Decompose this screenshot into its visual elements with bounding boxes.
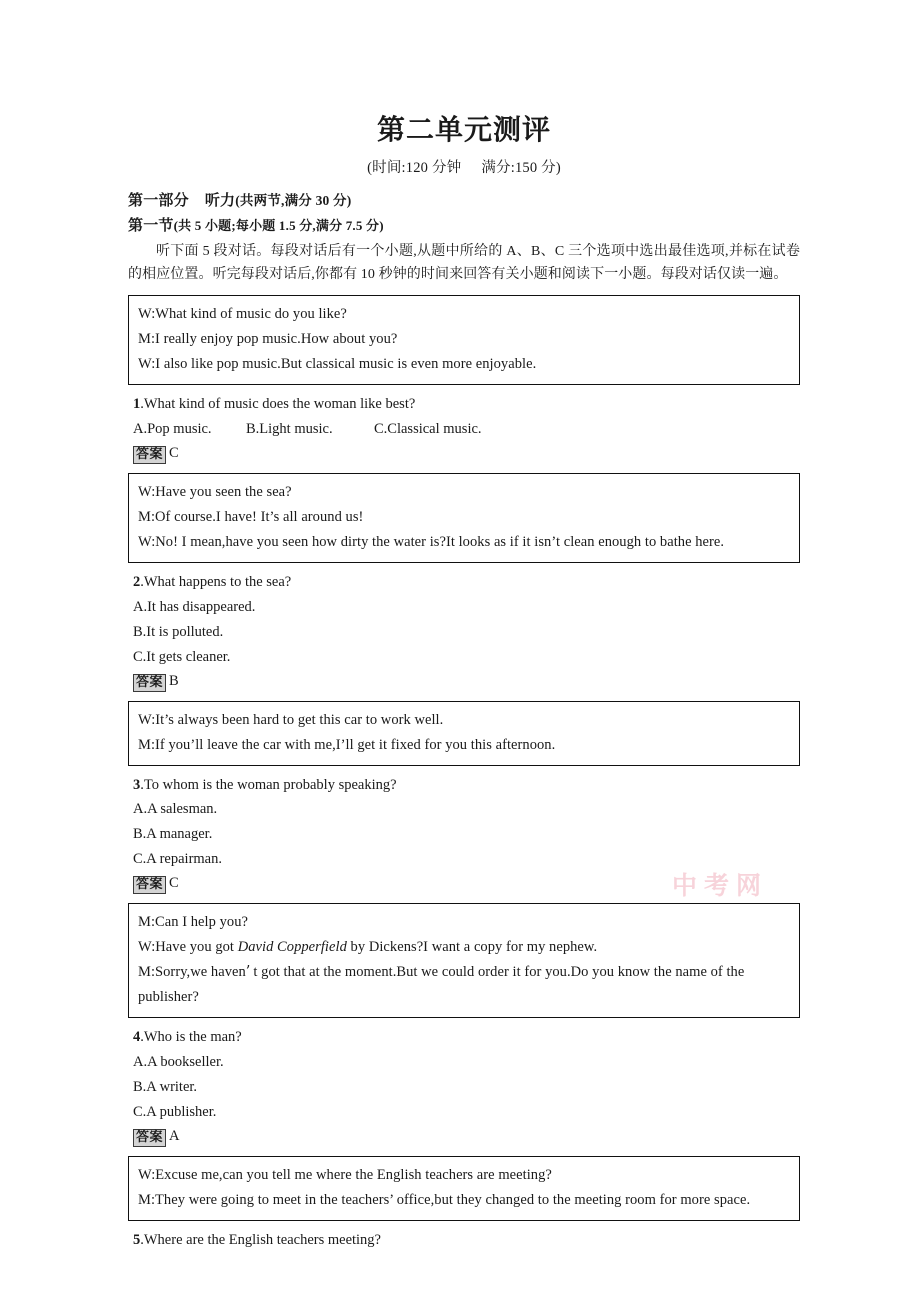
dialogue-line: M:I really enjoy pop music.How about you? [138, 331, 398, 348]
watermark: 中考网 [672, 871, 769, 900]
section-paren: (共 5 小题;每小题 1.5 分,满分 7.5 分) [173, 218, 384, 233]
exam-time: (时间:120 分钟 [367, 160, 462, 176]
question-text: .Who is the man? [140, 1029, 242, 1046]
question-text: .What happens to the sea? [140, 573, 292, 590]
question-number: 5 [133, 1231, 141, 1248]
dialogue-line: M:Of course.I have! It’s all around us! [138, 509, 364, 525]
question-number: 2 [133, 573, 141, 590]
option-b[interactable]: B.A writer. [133, 1078, 198, 1095]
question-number: 4 [133, 1029, 141, 1046]
dialogue-box [128, 473, 800, 563]
answer-badge: 答案 [133, 674, 166, 692]
section-label: 第一节 [128, 218, 174, 234]
answer-row [128, 872, 800, 894]
question-stem [128, 385, 800, 417]
part-name: 听力 [204, 193, 236, 209]
question-options [128, 417, 800, 442]
option-c[interactable]: C.A publisher. [133, 1103, 217, 1120]
dialogue-box [128, 903, 800, 1018]
option-b[interactable]: B.It is polluted. [133, 623, 224, 640]
option-a[interactable]: A.A bookseller. [133, 1054, 224, 1070]
dialogue-line: W:What kind of music do you like? [138, 306, 347, 323]
exam-meta [128, 147, 800, 177]
question-text: .To whom is the woman probably speaking? [140, 776, 397, 793]
option-c[interactable]: C.A repairman. [133, 851, 222, 868]
dialogue-text-b: t got that at the moment.But we could order it for you.Do you know the name of the publisher? [138, 964, 745, 1006]
part-label: 第一部分 [128, 193, 189, 209]
book-title: David Copperfield [237, 939, 347, 956]
dialogue-line: W:Excuse me,can you tell me where the English teachers are meeting? [138, 1166, 552, 1183]
answer-badge: 答案 [133, 1129, 166, 1147]
dialogue-line: W:No! I mean,have you seen how dirty the water is?It looks as if it isn’t clean enough to bathe here. [138, 533, 725, 550]
page-title: 第二单元测评 [376, 113, 551, 146]
dialogue-box [128, 1156, 800, 1221]
question-text: .Where are the English teachers meeting? [140, 1231, 381, 1248]
answer-badge: 答案 [133, 446, 166, 464]
option-a[interactable]: A.It has disappeared. [133, 598, 256, 615]
dialogue-text-before: W:Have you got [138, 939, 238, 956]
question-stem [128, 563, 800, 595]
question-stem [128, 1221, 800, 1253]
answer-badge: 答案 [133, 876, 166, 894]
dialogue-text-a: M:Sorry,we haven [138, 964, 246, 981]
part-paren: (共两节,满分 30 分) [235, 193, 352, 208]
dialogue-line: M:They were going to meet in the teachers’ office,but they changed to the meeting room for more space. [138, 1191, 751, 1208]
page-content [128, 0, 800, 1253]
dialogue-line: W:Have you seen the sea? [138, 484, 292, 501]
answer-value: A [169, 1127, 180, 1144]
part-heading [128, 177, 800, 210]
dialogue-text-after: by Dickens?I want a copy for my nephew. [346, 939, 598, 956]
answer-row [128, 442, 800, 464]
directions-paragraph: 听下面 5 段对话。每段对话后有一个小题,从题中所给的 A、B、C 三个选项中选出最佳选项,并标在试卷的相应位置。听完每段对话后,你都有 10 秒钟的时间来回答有关小题和阅读下一小题。每段对话仅读一遍。 [128, 244, 800, 282]
answer-row [128, 670, 800, 692]
answer-value: B [169, 672, 179, 689]
option-a[interactable]: A.A salesman. [133, 801, 218, 818]
apostrophe: ’ [245, 964, 251, 981]
dialogue-line: M:Can I help you? [138, 914, 248, 931]
option-b[interactable]: B.Light music. [246, 421, 333, 438]
exam-total-score: 满分:150 分) [481, 160, 561, 176]
option-c[interactable]: C.Classical music. [374, 421, 482, 438]
option-c[interactable]: C.It gets cleaner. [133, 648, 231, 665]
dialogue-line: W:It’s always been hard to get this car to work well. [138, 711, 444, 728]
question-number: 1 [133, 396, 141, 413]
question-number: 3 [133, 776, 141, 793]
dialogue-line: M:If you’ll leave the car with me,I’ll get it fixed for you this afternoon. [138, 736, 556, 753]
option-b[interactable]: B.A manager. [133, 826, 213, 843]
question-text: .What kind of music does the woman like best? [140, 396, 416, 413]
answer-value: C [169, 445, 179, 462]
question-stem [128, 1018, 800, 1050]
answer-value: C [169, 875, 179, 892]
dialogue-box [128, 701, 800, 766]
dialogue-line [138, 960, 791, 1010]
question-stem [128, 766, 800, 798]
dialogue-line: W:I also like pop music.But classical music is even more enjoyable. [138, 356, 537, 373]
section-heading [128, 210, 800, 235]
answer-row [128, 1125, 800, 1147]
dialogue-line [138, 935, 791, 960]
option-a[interactable]: A.Pop music. [133, 421, 212, 438]
dialogue-box [128, 295, 800, 385]
